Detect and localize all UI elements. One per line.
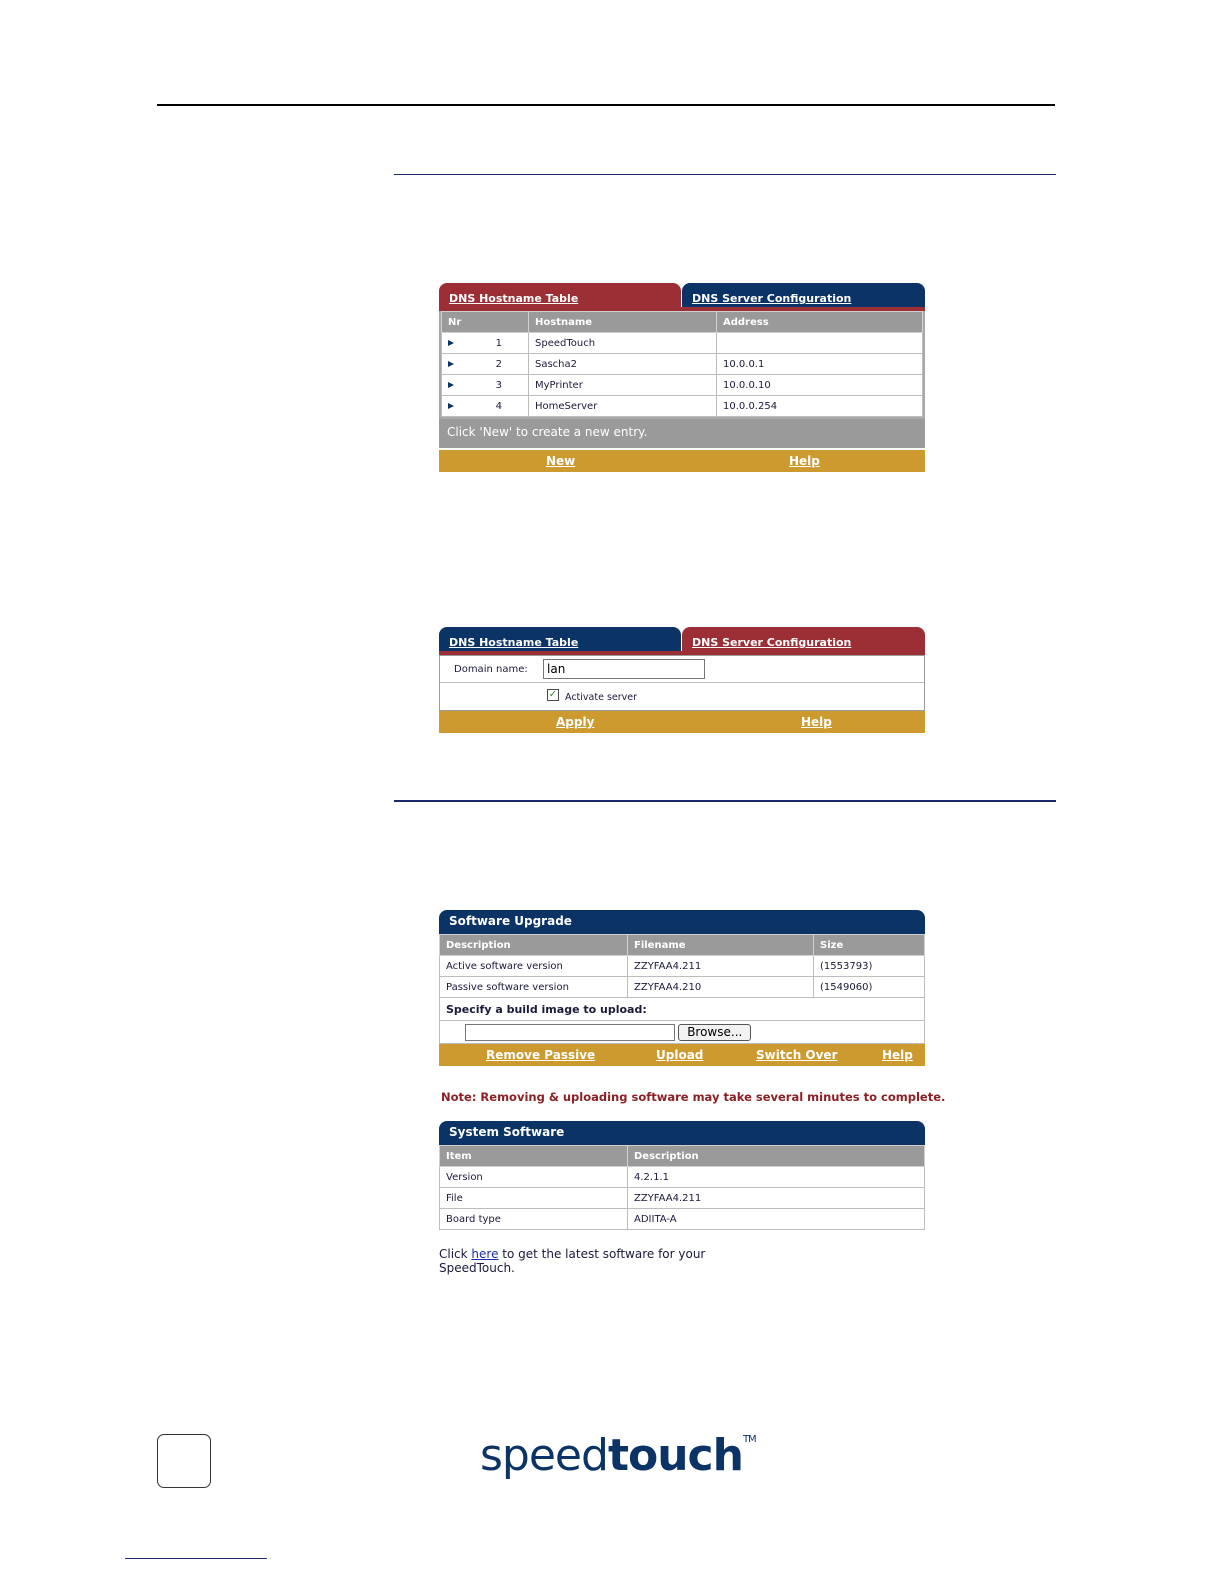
row-description: Passive software version <box>440 977 628 998</box>
here-link[interactable]: here <box>471 1247 499 1261</box>
footer-text-after: to get the latest software for your <box>498 1247 706 1261</box>
row-nr-cell <box>442 333 529 354</box>
row-filename: ZZYFAA4.211 <box>628 956 814 977</box>
system-software-table <box>439 1145 925 1230</box>
column-header-nr: Nr <box>442 312 529 333</box>
row-arrow-icon[interactable] <box>448 340 454 346</box>
logo-tm: TM <box>742 1434 756 1445</box>
section-rule-2 <box>394 800 1056 802</box>
column-header-size: Size <box>814 935 925 956</box>
action-bar <box>439 450 925 472</box>
column-header-filename: Filename <box>628 935 814 956</box>
activate-server-label: Activate server <box>565 692 638 703</box>
hint-text: Click 'New' to create a new entry. <box>439 419 925 448</box>
table-wrapper <box>439 311 925 419</box>
row-description: Active software version <box>440 956 628 977</box>
speedtouch-logo <box>480 1430 756 1481</box>
row-address: 10.0.0.10 <box>717 375 923 396</box>
activate-row <box>440 683 924 710</box>
row-item: Board type <box>440 1209 628 1230</box>
row-address <box>717 333 923 354</box>
action-bar <box>439 711 925 733</box>
row-hostname: SpeedTouch <box>529 333 717 354</box>
tab-dns-hostname-table[interactable]: DNS Hostname Table <box>439 627 681 651</box>
logo-bold: touch <box>607 1430 743 1481</box>
table-row <box>440 1209 925 1230</box>
logo-thin: speed <box>480 1430 608 1481</box>
row-nr: 2 <box>495 358 502 370</box>
row-address: 10.0.0.254 <box>717 396 923 417</box>
column-header-item: Item <box>440 1146 628 1167</box>
row-filename: ZZYFAA4.210 <box>628 977 814 998</box>
table-row[interactable] <box>442 354 923 375</box>
table-row[interactable] <box>442 333 923 354</box>
software-upgrade-panel <box>439 910 925 1066</box>
table-row[interactable] <box>442 396 923 417</box>
table-row <box>440 1188 925 1209</box>
row-description: 4.2.1.1 <box>628 1167 925 1188</box>
config-form <box>439 655 925 711</box>
tab-dns-hostname-table[interactable]: DNS Hostname Table <box>439 283 681 307</box>
footer-text-before: Click <box>439 1247 472 1261</box>
row-description: ADIITA-A <box>628 1209 925 1230</box>
row-item: Version <box>440 1167 628 1188</box>
domain-label: Domain name: <box>454 664 528 675</box>
upgrade-note: Note: Removing & uploading software may take several minutes to complete. <box>441 1090 946 1104</box>
row-hostname: HomeServer <box>529 396 717 417</box>
page-number-box <box>157 1434 211 1488</box>
domain-name-input[interactable] <box>543 659 705 679</box>
footer-rule <box>125 1558 267 1559</box>
table-row[interactable] <box>442 375 923 396</box>
column-header-address: Address <box>717 312 923 333</box>
tab-dns-server-configuration[interactable]: DNS Server Configuration <box>682 627 925 651</box>
row-hostname: Sascha2 <box>529 354 717 375</box>
row-item: File <box>440 1188 628 1209</box>
table-row <box>440 1167 925 1188</box>
row-description: ZZYFAA4.211 <box>628 1188 925 1209</box>
switch-over-button[interactable]: Switch Over <box>756 1048 838 1062</box>
help-button[interactable]: Help <box>882 1048 913 1062</box>
header-rule <box>157 104 1055 106</box>
table-header-row <box>442 312 923 333</box>
apply-button[interactable]: Apply <box>556 715 595 729</box>
activate-server-checkbox[interactable]: ✓ <box>548 689 558 700</box>
specify-row <box>440 998 925 1021</box>
domain-row <box>440 656 924 683</box>
row-hostname: MyPrinter <box>529 375 717 396</box>
browse-button[interactable]: Browse... <box>678 1024 751 1041</box>
row-arrow-icon[interactable] <box>448 382 454 388</box>
action-bar <box>439 1044 925 1066</box>
table-header-row <box>440 1146 925 1167</box>
row-nr: 1 <box>495 337 502 349</box>
row-nr: 4 <box>495 400 502 412</box>
row-nr-cell <box>442 354 529 375</box>
row-arrow-icon[interactable] <box>448 361 454 367</box>
column-header-description: Description <box>628 1146 925 1167</box>
new-button[interactable]: New <box>546 454 576 468</box>
column-header-description: Description <box>440 935 628 956</box>
software-upgrade-table <box>439 934 925 1044</box>
help-button[interactable]: Help <box>801 715 832 729</box>
column-header-hostname: Hostname <box>529 312 717 333</box>
file-path-input[interactable] <box>465 1024 675 1041</box>
specify-label: Specify a build image to upload: <box>440 998 925 1021</box>
upload-button[interactable]: Upload <box>656 1048 704 1062</box>
system-software-panel <box>439 1121 925 1230</box>
row-nr-cell <box>442 375 529 396</box>
help-button[interactable]: Help <box>789 454 820 468</box>
row-size: (1549060) <box>814 977 925 998</box>
row-nr-cell <box>442 396 529 417</box>
file-upload-row <box>440 1021 925 1044</box>
dns-hostname-table <box>441 311 923 417</box>
row-size: (1553793) <box>814 956 925 977</box>
table-row <box>440 977 925 998</box>
section-rule-1 <box>394 174 1056 175</box>
table-header-row <box>440 935 925 956</box>
remove-passive-button[interactable]: Remove Passive <box>486 1048 596 1062</box>
system-software-title: System Software <box>439 1121 925 1143</box>
table-row <box>440 956 925 977</box>
row-address: 10.0.0.1 <box>717 354 923 375</box>
latest-software-text <box>439 1247 705 1275</box>
dns-server-panel <box>439 627 925 733</box>
tab-dns-server-configuration[interactable]: DNS Server Configuration <box>682 283 925 307</box>
row-nr: 3 <box>495 379 502 391</box>
row-arrow-icon[interactable] <box>448 403 454 409</box>
dns-hostname-panel <box>439 283 925 472</box>
software-upgrade-title: Software Upgrade <box>439 910 925 932</box>
footer-text-line2: SpeedTouch. <box>439 1261 515 1275</box>
